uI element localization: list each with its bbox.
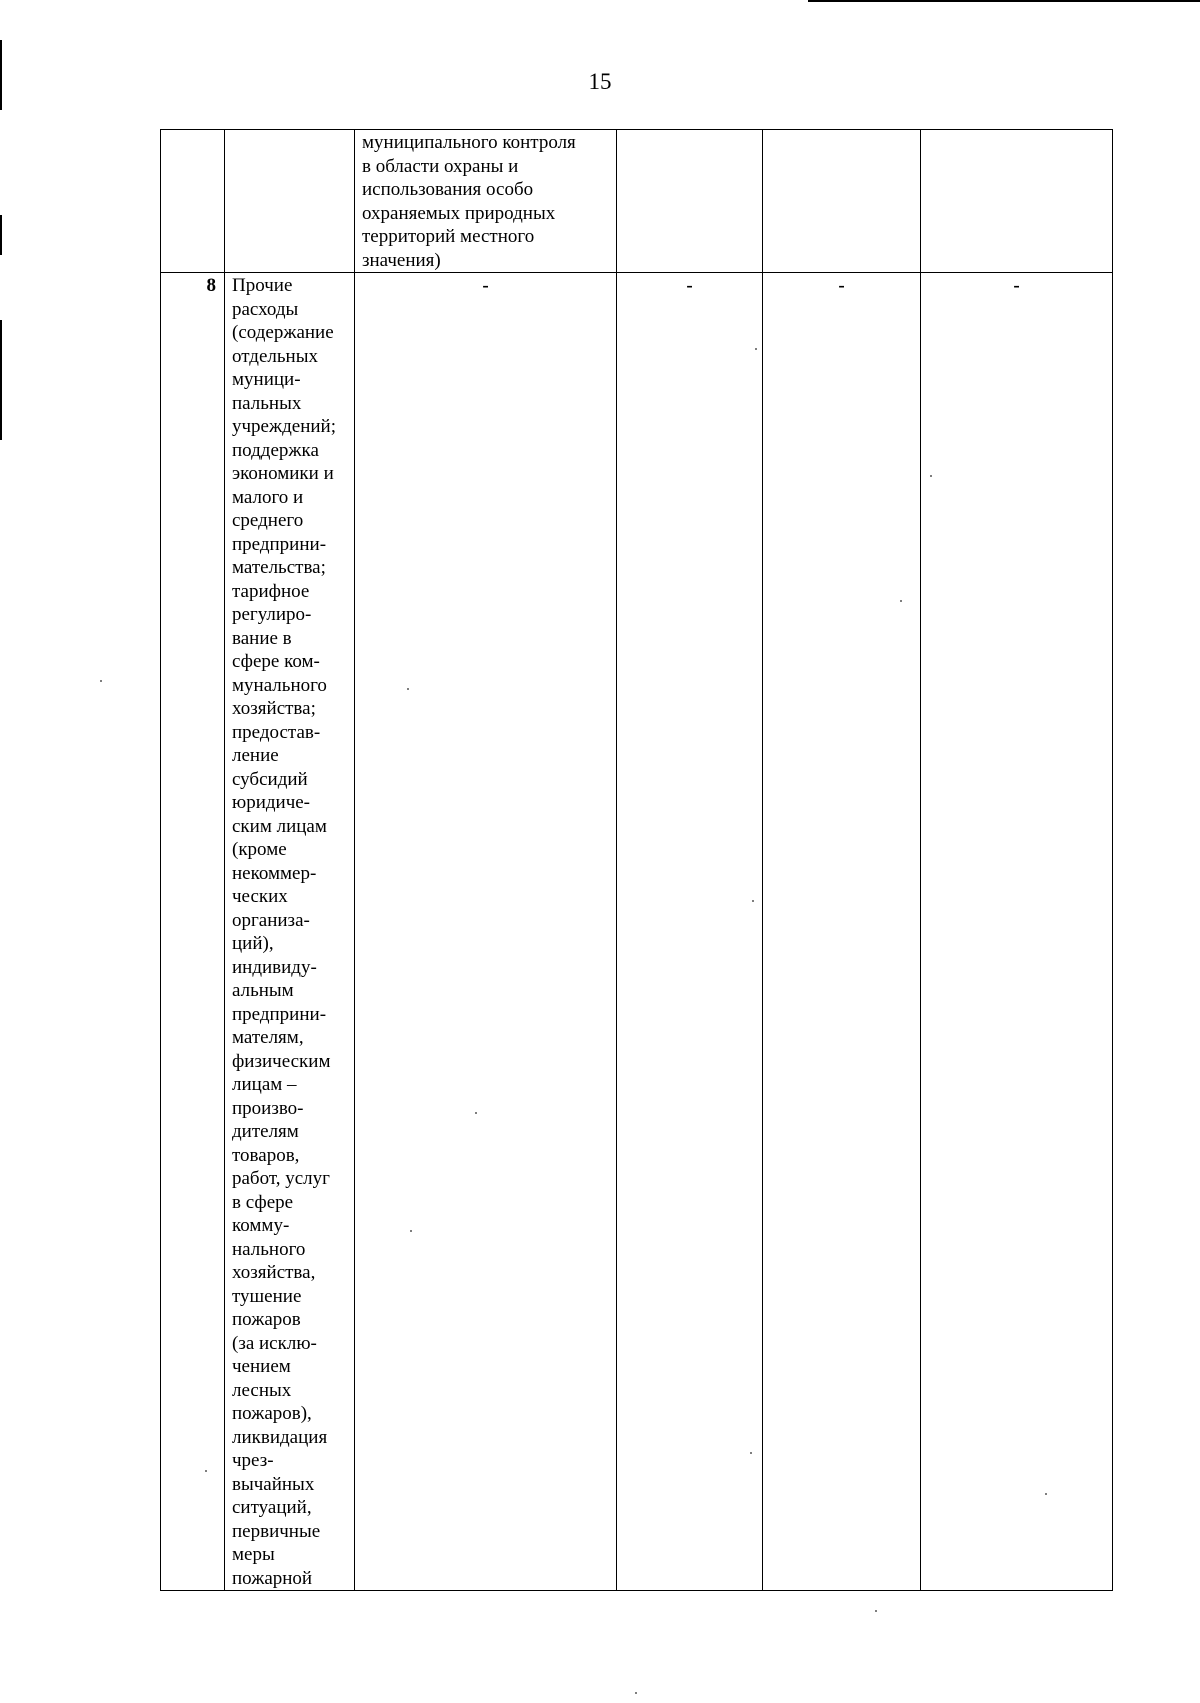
expense-name-line: учреждений; xyxy=(232,416,336,437)
cell-value-col4: - xyxy=(617,273,763,1591)
scan-edge-mark-left-1 xyxy=(0,40,2,110)
expense-name-line: ций), xyxy=(232,933,274,954)
scan-speck xyxy=(635,1692,637,1694)
expense-name-line: чрез- xyxy=(232,1450,274,1471)
expense-name-line: субсидий xyxy=(232,768,308,790)
table-row-8 xyxy=(161,273,1113,1591)
scan-edge-mark-top xyxy=(808,0,1200,2)
cell-value-3 xyxy=(921,130,1113,273)
expense-name-line: меры xyxy=(232,1544,275,1565)
cell-value-col3: - xyxy=(355,273,617,1591)
expense-name-line: среднего xyxy=(232,510,304,531)
description-text: муниципального контроля в области охраны и использования особо охраняемых природных территорий местного значения) xyxy=(362,132,576,271)
expense-name-line: пожаров xyxy=(232,1309,301,1330)
expense-name-line: юридиче- xyxy=(232,792,311,813)
cell-name xyxy=(225,130,355,273)
expense-name-line: предостав- xyxy=(232,721,321,743)
expense-name-line: ситуаций, xyxy=(232,1497,312,1518)
expense-name-line: ление xyxy=(232,745,279,766)
expense-name-line: ческих xyxy=(232,886,288,907)
expense-name-line: Прочие xyxy=(232,275,293,296)
budget-table xyxy=(160,129,1113,1591)
scan-speck xyxy=(875,1610,877,1612)
table-row-continued xyxy=(161,130,1113,273)
expense-name-line: мунального xyxy=(232,674,327,696)
expense-name-line: произво- xyxy=(232,1097,304,1119)
expense-name-line: чением xyxy=(232,1356,291,1377)
expense-name-line: вание в xyxy=(232,627,292,649)
expense-name-line: вычайных xyxy=(232,1473,315,1495)
expense-name-line: лесных xyxy=(232,1379,292,1401)
cell-value-col6: - xyxy=(921,273,1113,1591)
cell-number xyxy=(161,130,225,273)
expense-name-line: работ, услуг xyxy=(232,1168,330,1189)
expense-name-line: тушение xyxy=(232,1285,302,1307)
cell-row-number: 8 xyxy=(161,273,225,1591)
cell-value-col5: - xyxy=(763,273,921,1591)
expense-name-line: в сфере xyxy=(232,1191,294,1213)
expense-name-line: комму- xyxy=(232,1215,290,1236)
expense-name-line: поддержка xyxy=(232,439,319,461)
expense-name-line: дителям xyxy=(232,1121,299,1142)
expense-name-line: товаров, xyxy=(232,1144,300,1166)
expense-name-line: мателям, xyxy=(232,1027,304,1048)
expense-name-line: индивиду- xyxy=(232,956,317,978)
cell-value-1 xyxy=(617,130,763,273)
expense-name-line: ликвидация xyxy=(232,1426,328,1448)
expense-name-line: нального xyxy=(232,1238,306,1260)
expense-name-line: предприни- xyxy=(232,533,327,555)
expense-name-line: экономики и xyxy=(232,463,334,484)
expense-name-line: отдельных xyxy=(232,345,318,367)
page-number: 15 xyxy=(588,69,612,94)
expense-name-line: (содержание xyxy=(232,322,334,343)
expense-name-line: некоммер- xyxy=(232,862,317,884)
expense-name-line: мательства; xyxy=(232,557,326,578)
expense-name-line: (кроме xyxy=(232,839,287,860)
scan-edge-mark-left-3 xyxy=(0,320,2,440)
expense-name-line: тарифное xyxy=(232,580,310,602)
expense-name-line: хозяйства, xyxy=(232,1262,316,1283)
scan-speck xyxy=(100,680,102,682)
expense-name-line: предприни- xyxy=(232,1003,327,1025)
expense-name-line: физическим xyxy=(232,1050,331,1072)
expense-name-line: ским лицам xyxy=(232,815,327,837)
expense-name-line: лицам – xyxy=(232,1074,297,1095)
expense-name-line: расходы xyxy=(232,298,299,320)
cell-expense-name xyxy=(225,273,355,1591)
expense-name-line: альным xyxy=(232,980,294,1001)
expense-name-line: сфере ком- xyxy=(232,651,320,672)
expense-name-line: (за исклю- xyxy=(232,1332,317,1354)
expense-name-line: организа- xyxy=(232,909,310,931)
expense-name-text xyxy=(225,273,354,1590)
expense-name-line: хозяйства; xyxy=(232,698,316,719)
expense-name-line: регулиро- xyxy=(232,604,312,625)
cell-description xyxy=(355,130,617,273)
expense-name-line: муници- xyxy=(232,369,301,390)
expense-name-line: пальных xyxy=(232,392,302,414)
expense-name-line: пожаров), xyxy=(232,1403,312,1424)
expense-name-line: малого и xyxy=(232,486,304,508)
expense-name-line: пожарной xyxy=(232,1567,313,1589)
scan-edge-mark-left-2 xyxy=(0,215,2,255)
expense-name-line: первичные xyxy=(232,1520,321,1542)
cell-value-2 xyxy=(763,130,921,273)
